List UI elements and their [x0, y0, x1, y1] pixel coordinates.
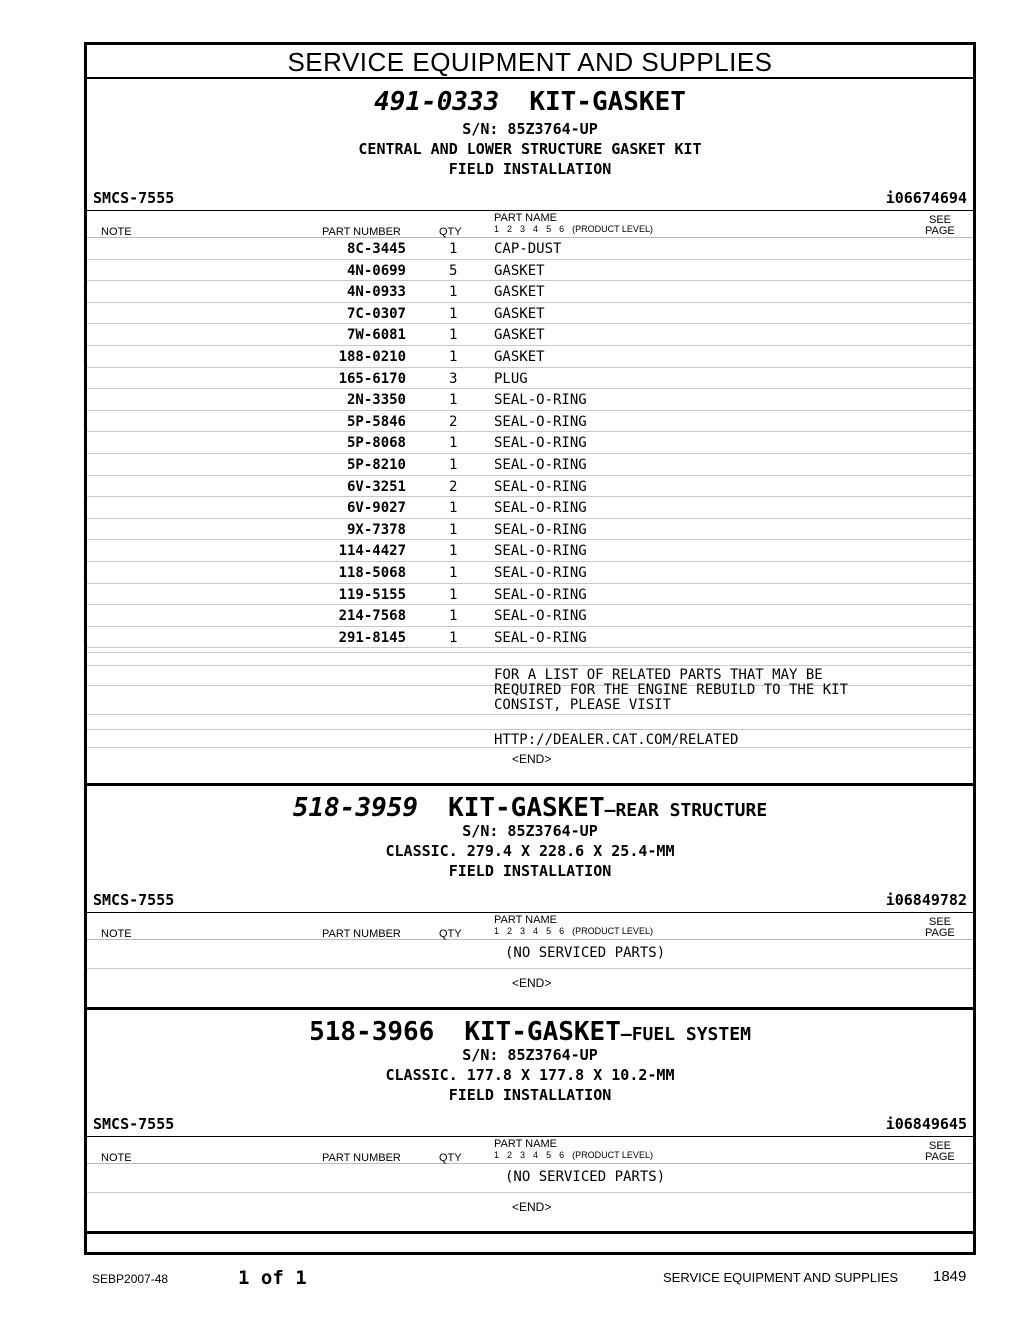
- no-serviced-parts: (NO SERVICED PARTS): [505, 1169, 666, 1185]
- kit-description: CENTRAL AND LOWER STRUCTURE GASKET KIT: [358, 140, 702, 158]
- kit-description: CLASSIC. 279.4 X 228.6 X 25.4-MM: [385, 842, 675, 860]
- qty-cell: 2: [449, 413, 458, 430]
- page-header: SERVICE EQUIPMENT AND SUPPLIES: [87, 45, 973, 79]
- row-divider: [87, 747, 973, 748]
- part-number-cell: 114-4427: [338, 543, 406, 560]
- col-part-number: PART NUMBER: [322, 1152, 401, 1164]
- row-divider: [87, 729, 973, 730]
- col-note: NOTE: [101, 226, 132, 238]
- col-see: SEE: [929, 214, 952, 226]
- table-row: [87, 303, 973, 325]
- row-divider: [87, 1192, 973, 1193]
- installation-type: FIELD INSTALLATION: [448, 160, 612, 178]
- table-row: [87, 476, 973, 498]
- qty-cell: 1: [449, 543, 458, 560]
- part-name-cell: SEAL-O-RING: [494, 392, 587, 409]
- col-see: SEE: [929, 1140, 952, 1152]
- qty-cell: 1: [449, 608, 458, 625]
- illustration-id: i06849782: [885, 891, 967, 909]
- qty-cell: 1: [449, 586, 458, 603]
- part-number-cell: 6V-3251: [346, 478, 406, 495]
- part-number-cell: 8C-3445: [346, 241, 406, 257]
- part-name-cell: SEAL-O-RING: [494, 413, 587, 430]
- installation-type: FIELD INSTALLATION: [448, 862, 612, 880]
- serial-number: S/N: 85Z3764-UP: [462, 120, 598, 138]
- table-row: [87, 627, 973, 649]
- table-row: [87, 584, 973, 606]
- part-number-cell: 5P-5846: [346, 413, 406, 430]
- col-note: NOTE: [101, 928, 132, 940]
- serial-number: S/N: 85Z3764-UP: [462, 822, 598, 840]
- document-id: SEBP2007-48: [92, 1272, 169, 1286]
- part-name-cell: SEAL-O-RING: [494, 586, 587, 603]
- kit-name: KIT-GASKET: [464, 1017, 621, 1047]
- kit-part-number: 518-3966: [309, 1017, 435, 1047]
- page-number: 1849: [933, 1268, 967, 1285]
- col-note: NOTE: [101, 1152, 132, 1164]
- col-page: PAGE: [925, 1151, 955, 1163]
- part-number-cell: 7W-6081: [346, 327, 406, 344]
- illustration-id: i06674694: [885, 189, 967, 207]
- section-title: [87, 793, 973, 823]
- section-title: [87, 87, 973, 117]
- table-row: [87, 605, 973, 627]
- kit-name: KIT-GASKET: [529, 87, 686, 117]
- part-number-cell: 6V-9027: [346, 500, 406, 517]
- serial-number: S/N: 85Z3764-UP: [462, 1046, 598, 1064]
- end-marker: <END>: [512, 1200, 552, 1214]
- part-name-cell: PLUG: [494, 370, 528, 387]
- qty-cell: 1: [449, 327, 458, 344]
- col-product-levels: 1 2 3 4 5 6 (PRODUCT LEVEL): [494, 1150, 653, 1160]
- col-qty: QTY: [439, 928, 462, 940]
- footer-section-name: SERVICE EQUIPMENT AND SUPPLIES: [663, 1270, 899, 1285]
- part-number-cell: 119-5155: [338, 586, 406, 603]
- part-name-cell: GASKET: [494, 284, 545, 301]
- table-row: [87, 389, 973, 411]
- part-number-cell: 188-0210: [338, 349, 406, 365]
- page-frame: [84, 42, 976, 1255]
- part-name-cell: SEAL-O-RING: [494, 435, 587, 452]
- part-name-cell: SEAL-O-RING: [494, 608, 587, 625]
- part-name-cell: SEAL-O-RING: [494, 457, 587, 473]
- table-row: [87, 540, 973, 562]
- part-number-cell: 214-7568: [338, 608, 406, 625]
- part-number-cell: 2N-3350: [346, 392, 406, 409]
- col-page: PAGE: [925, 927, 955, 939]
- qty-cell: 1: [449, 305, 458, 322]
- part-name-cell: SEAL-O-RING: [494, 543, 587, 560]
- kit-subtitle: —FUEL SYSTEM: [620, 1024, 751, 1045]
- no-serviced-parts: (NO SERVICED PARTS): [505, 945, 666, 961]
- part-name-cell: GASKET: [494, 262, 545, 279]
- smcs-code: SMCS-7555: [93, 189, 175, 207]
- qty-cell: 5: [449, 262, 458, 279]
- table-row: [87, 411, 973, 433]
- part-name-cell: CAP-DUST: [494, 241, 562, 257]
- part-number-cell: 7C-0307: [346, 305, 406, 322]
- related-parts-url[interactable]: HTTP://DEALER.CAT.COM/RELATED: [494, 732, 739, 748]
- qty-cell: 1: [449, 435, 458, 452]
- column-header: [87, 1136, 973, 1164]
- col-page: PAGE: [925, 225, 955, 237]
- part-name-cell: GASKET: [494, 327, 545, 344]
- part-number-cell: 165-6170: [338, 370, 406, 387]
- part-name-cell: GASKET: [494, 349, 545, 365]
- end-marker: <END>: [512, 752, 552, 766]
- col-part-number: PART NUMBER: [322, 928, 401, 940]
- smcs-code: SMCS-7555: [93, 891, 175, 909]
- col-product-levels: 1 2 3 4 5 6 (PRODUCT LEVEL): [494, 926, 653, 936]
- end-marker: <END>: [512, 976, 552, 990]
- part-number-cell: 118-5068: [338, 565, 406, 581]
- kit-subtitle: —REAR STRUCTURE: [604, 800, 768, 821]
- qty-cell: 3: [449, 370, 458, 387]
- table-row: [87, 519, 973, 541]
- table-row: [87, 346, 973, 368]
- part-name-cell: SEAL-O-RING: [494, 521, 587, 538]
- row-divider: [87, 968, 973, 969]
- column-header: [87, 912, 973, 940]
- row-divider: [87, 714, 973, 715]
- part-name-cell: SEAL-O-RING: [494, 565, 587, 581]
- part-number-cell: 4N-0933: [346, 284, 406, 301]
- qty-cell: 1: [449, 565, 458, 581]
- part-number-cell: 9X-7378: [346, 521, 406, 538]
- col-part-name: PART NAME: [494, 212, 557, 224]
- qty-cell: 1: [449, 349, 458, 365]
- column-header: [87, 210, 973, 238]
- col-see: SEE: [929, 916, 952, 928]
- kit-part-number: 491-0333: [374, 87, 500, 117]
- related-parts-note: FOR A LIST OF RELATED PARTS THAT MAY BE REQUIRED FOR THE ENGINE REBUILD TO THE KIT CONSIST, PLEASE VISIT: [494, 667, 849, 713]
- col-qty: QTY: [439, 226, 462, 238]
- part-number-cell: 4N-0699: [346, 262, 406, 279]
- part-name-cell: GASKET: [494, 305, 545, 322]
- part-number-cell: 5P-8210: [346, 457, 406, 473]
- qty-cell: 1: [449, 521, 458, 538]
- kit-name: KIT-GASKET: [448, 793, 605, 823]
- table-row: [87, 454, 973, 476]
- qty-cell: 1: [449, 500, 458, 517]
- section-title: [87, 1017, 973, 1047]
- qty-cell: 1: [449, 629, 458, 646]
- illustration-id: i06849645: [885, 1115, 967, 1133]
- smcs-code: SMCS-7555: [93, 1115, 175, 1133]
- part-name-cell: SEAL-O-RING: [494, 629, 587, 646]
- row-divider: [87, 665, 973, 666]
- table-row: [87, 562, 973, 584]
- table-row: [87, 497, 973, 519]
- kit-section-518-3966: [87, 1013, 973, 1234]
- table-row: [87, 324, 973, 346]
- qty-cell: 2: [449, 478, 458, 495]
- kit-section-491-0333: [87, 79, 973, 786]
- installation-type: FIELD INSTALLATION: [448, 1086, 612, 1104]
- part-name-cell: SEAL-O-RING: [494, 500, 587, 517]
- table-row: [87, 432, 973, 454]
- qty-cell: 1: [449, 241, 458, 257]
- qty-cell: 1: [449, 457, 458, 473]
- col-part-name: PART NAME: [494, 1138, 557, 1150]
- blank-row: [87, 648, 973, 653]
- page-of: 1 of 1: [238, 1267, 307, 1289]
- part-number-cell: 5P-8068: [346, 435, 406, 452]
- table-row: [87, 238, 973, 260]
- col-part-name: PART NAME: [494, 914, 557, 926]
- col-product-levels: 1 2 3 4 5 6 (PRODUCT LEVEL): [494, 224, 653, 234]
- part-number-cell: 291-8145: [338, 629, 406, 646]
- table-row: [87, 260, 973, 282]
- kit-part-number: 518-3959: [292, 793, 419, 823]
- part-name-cell: SEAL-O-RING: [494, 478, 587, 495]
- col-part-number: PART NUMBER: [322, 226, 401, 238]
- kit-section-518-3959: [87, 789, 973, 1010]
- qty-cell: 1: [449, 392, 458, 409]
- table-row: [87, 368, 973, 390]
- kit-description: CLASSIC. 177.8 X 177.8 X 10.2-MM: [385, 1066, 675, 1084]
- col-qty: QTY: [439, 1152, 462, 1164]
- table-row: [87, 281, 973, 303]
- qty-cell: 1: [449, 284, 458, 301]
